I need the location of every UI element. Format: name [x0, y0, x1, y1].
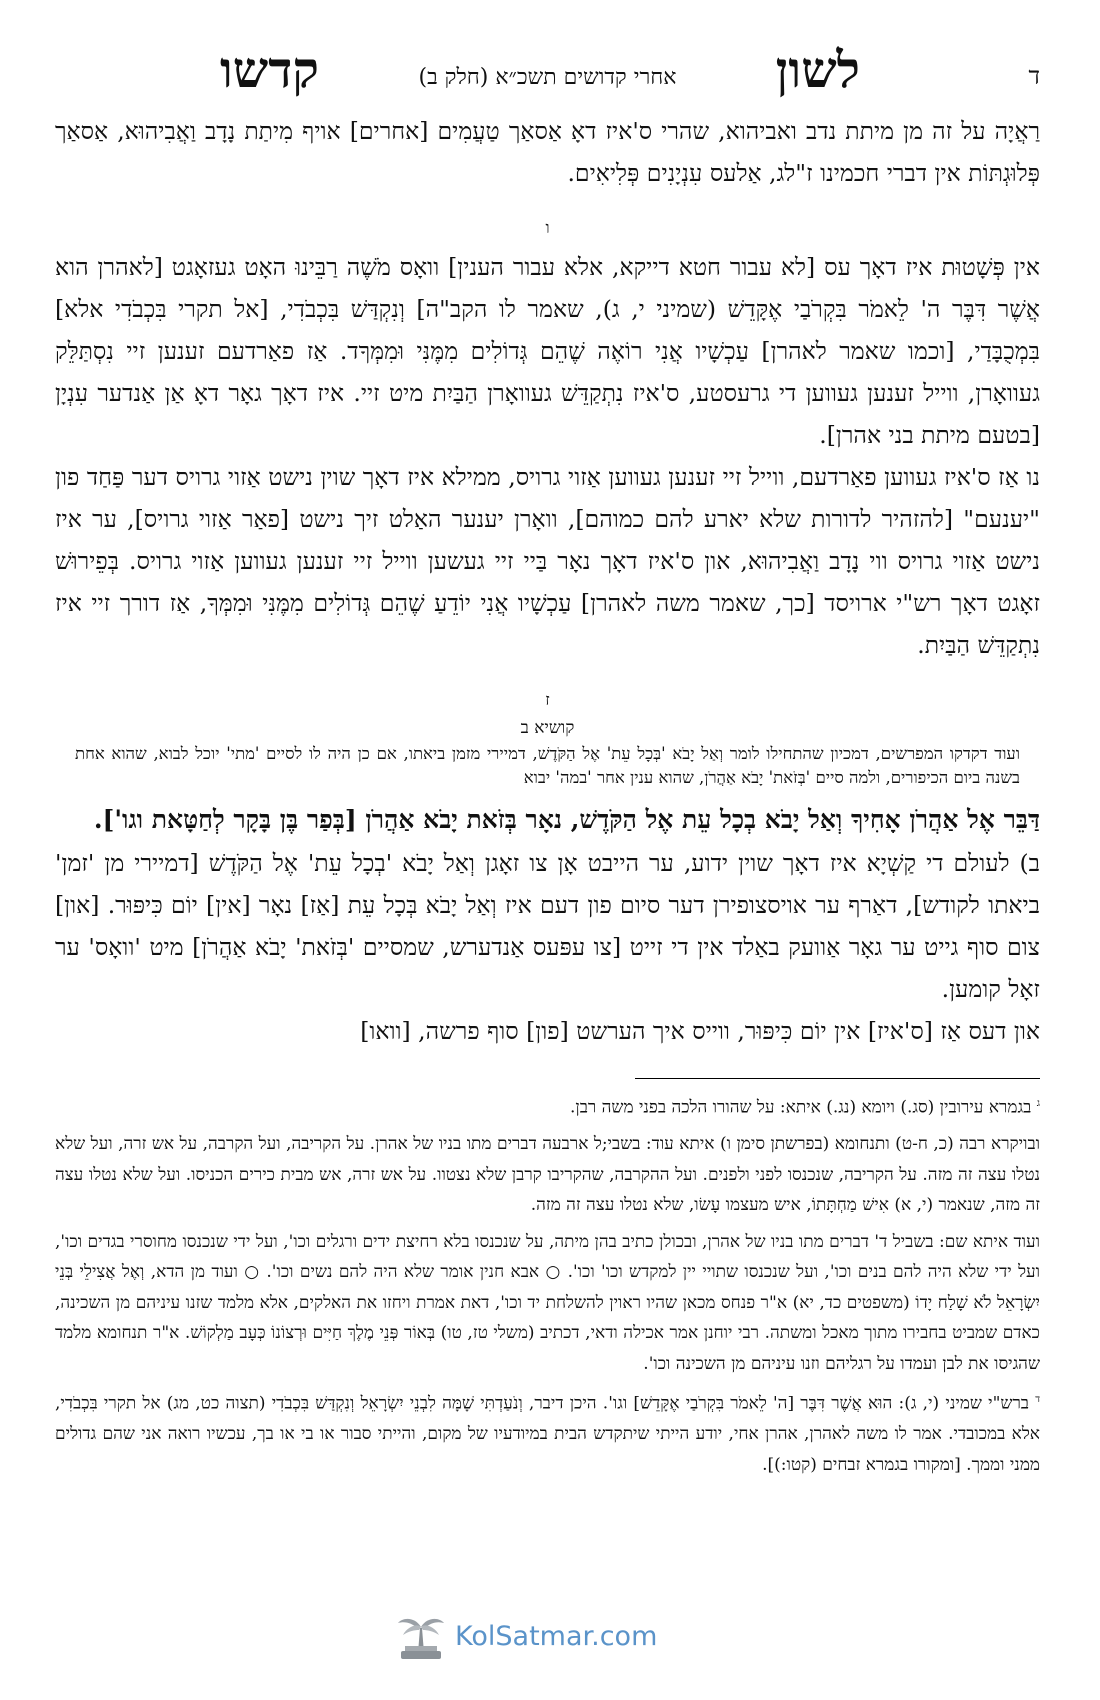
footnote-text: ברש"י שמיני (י, ג): הוּא אֲשֶׁר דִּבֶּר [ה' לֵאמֹר בִּקְרֹבַי אֶקָּדֵשׁ] וגו'. היכן דיבר, וְנֹעַדְתִּי שָׁמָּה לִבְנֵי יִשְׂרָאֵל וְנִקְדַּשׁ בִּכְבֹדִי (תצוה כט, מג) אל תקרי בִּכְבֹדִי, אלא במכובדי. אמר לו משה לאהרן, אהרן אחי, יודע הייתי שיתקדש הבית במיודעיו של מקום, והייתי סבור או בי או בך, עכשיו רואה אני שהם גדולים ממני וממך. [ומקורו בגמרא זבחים (קטו:)].	[55, 1393, 1040, 1475]
question-note: ועוד דקדקו המפרשים, דמכיון שהתחילו לומר וְאַל יָבֹא 'בְּכָל עֵת' אֶל הַקֹּדֶשׁ, דמיירי מזמן ביאתו, אם כן היה לו לסיים 'מתי' יוכל לבוא, שהוא אחת בשנה ביום הכיפורים, ולמה סיים 'בְּזֹאת' יָבֹא אַהֲרֹן, שהוא ענין אחר 'במה' יבוא	[75, 744, 1020, 787]
footnote-text: ובויקרא רבה (כ, ח-ט) ותנחומא (בפרשתן סימן ו) איתא עוד: בשבי;ל ארבעה דברים מתו בניו של אהרן. על הקריבה, ועל הקרבה, על אש זרה, ועל שלא נטלו עצה זה מזה. על הקריבה, שנכנסו לפני ולפנים. ועל ההקרבה, שהקריבו קרבן שלא נצטוו. על אש זרה, אש מבית כירים הכניסו. ועל שלא נטלו עצה זה מזה, שנאמר (י, א) אִישׁ מַחְתָּתוֹ, איש מעצמו עָשׂו, שלא נטלו עצה זה מזה.	[55, 1134, 1040, 1216]
footnote-mark: ד	[1035, 1394, 1040, 1406]
site-name-tld: .com	[591, 1621, 658, 1652]
site-branding	[395, 1613, 665, 1663]
header-subtitle: אחרי קדושים תשכ״א (חלק ב)	[418, 65, 677, 90]
section-number-zayin: ז	[545, 690, 550, 709]
footnote-text: ועוד איתא שם: בשביל ד' דברים מתו בניו של אהרן, ובכולן כתיב בהן מיתה, על שנכנסו בלא רחיצת ידים ורגלים וכו', ועל ידי שנכנסו מחוסרי בגדים וכו', ועל ידי שלא היה להם בנים וכו', ועל שנכנסו שתויי יין למקדש וכו' וכו'. ○ אבא חנין אומר שלא היה להם נשים וכו'. ○ ועוד מן הדא, וְאֶל אֲצִילֵי בְּנֵי יִשְׂרָאֵל לֹא שָׁלַח יָדוֹ (משפטים כד, יא) א"ר פנחס מכאן שהיו ראוין להשלחת יד וכו', דאת אמרת ויחזו את האלקים, אלא מלמד שזנו עיניהם מן השכינה, כאדם שמביט בחבירו מתוך מאכל ומשתה. רבי יוחנן אמר אכילה ודאי, דכתיב (משלי טז, טו) בְּאוֹר פְּנֵי מֶלֶךְ חַיִּים וּרְצוֹנוֹ כְּעָב מַלְקוֹשׁ. א"ר תנחומא מלמד שהגיסו את לבן ועמדו על רגליהם וזנו עיניהם מן השכינה וכו'.	[55, 1231, 1040, 1374]
body-paragraph: ב) לעולם די קַשְׁיָא איז דאָך שוין ידוע, ער הייבט אָן צו זאָגן וְאַל יָבֹא 'בְכָל עֵת' אֶל הַקֹּדֶשׁ [דמיירי מן 'זמן' ביאתו לקודש], דאַרף ער אויסצופירן דער סיום פון דעם איז וְאַל יָבֹא בְּכָל עֵת [אַז] נאָר [אין] יוֹם כִּיפּוּר. [און] צום סוף גייט ער גאָר אַוועק באַלד אין די זייט [צו עפּעס אַנדערש, שמסיים 'בְּזֹאת' יָבֹא אַהֲרֹן] מיט 'וואָס' ער זאָל קומען.	[55, 849, 1040, 1003]
body-paragraph: נו אַז ס'איז געווען פאַרדעם, ווייל זיי זענען געווען אַזוי גרויס, ממילא איז דאָך שוין נישט אַזוי גרויס דער פַּחַד פון "יענעם" [להזהיר לדורות שלא יארע להם כמוהם], וואָרן יענער האַלט זיך נישט [פאַר אַזוי גרויס], ער איז נישט אַזוי גרויס ווי נָדָב וַאֲבִיהוּא, און ס'איז דאָך נאָר בַּיי זיי געשען ווייל זיי זענען געווען אַזוי גרויס. בְּפֵירוּשׁ זאָגט דאָך רש"י ארויסד [כך, שאמר משה לאהרן] עַכְשָׁיו אֲנִי יוֹדֵעַ שֶׁהֵם גְּדוֹלִים מִמֶּנִּי וּמִמְּךָ, אַז דורך זיי איז נִתְקַדֵּשׁ הַבַּיִת.	[55, 463, 1040, 659]
footnote	[55, 1129, 1040, 1221]
site-name	[455, 1621, 657, 1652]
footnote-mark: ג	[1036, 1098, 1040, 1109]
footnote	[55, 1385, 1040, 1480]
palm-tree-logo-icon	[395, 1613, 447, 1663]
body-paragraph: און דעס אַז [ס'איז] אין יוֹם כִּיפּוּר, ווייס איך הערשט [פון] סוף פרשה, [וואו]	[360, 1017, 1040, 1045]
body-paragraph: אין פְּשָׁטוּת איז דאָך עס [לא עבור חטא דייקא, אלא עבור הענין] וואָס מֹשֶׁה רַבֵּינוּ האָט געזאָגט [לאהרן הוא אֲשֶׁר דִּבֶּר ה' לֵאמֹר בִּקְרֹבַי אֶקָּדֵשׁ (שמיני י, ג), שאמר לו הקב"ה] וְנִקְדַּשׁ בִּכְבֹדִי, [אל תקרי בִּכְבֹדִי אלא] בִּמְכֻבָּדַי, [וכמו שאמר לאהרן] עַכְשָׁיו אֲנִי רוֹאֶה שֶׁהֵם גְּדוֹלִים מִמֶּנִּי וּמִמְּךָד. אַז פאַרדעם זענען זיי נִסְתַּלֵּק געוואָרן, ווייל זענען געווען די גרעסטע, ס'איז נִתְקַדֵּשׁ געוואָרן הַבַּיִת מיט זיי. איז דאָך גאָר דאָ אַן אַנדער עִנְיָן [בטעם מיתת בני אהרן].	[55, 253, 1040, 449]
question-heading: קושיא ב	[520, 718, 575, 738]
footnote-text: בגמרא עירובין (סג.) ויומא (נג.) איתא: על שהורו הלכה בפני משה רבן.	[569, 1097, 1032, 1118]
title-word-right: לשון	[775, 40, 860, 99]
footnote-divider	[635, 1078, 1040, 1079]
page-number: ד	[1028, 62, 1040, 90]
title-word-left: קדשו	[220, 40, 319, 99]
verse-quote: דַּבֵּר אֶל אַהֲרֹן אָחִיךָ וְאַל יָבֹא בְכָל עֵת אֶל הַקֹּדֶשׁ, נאָר בְּזֹאת יָבֹא אַהֲרֹן [בְּפַר בֶּן בָּקָר לְחַטָּאת וגו'].	[93, 805, 1040, 834]
page-header	[55, 40, 1040, 110]
section-number-vav: ו	[545, 218, 550, 237]
page	[55, 40, 1040, 1486]
footnote	[55, 1089, 1040, 1123]
intro-paragraph: רַאֲיָה על זה מן מיתת נדב ואביהוא, שהרי ס'איז דאָ אַסאַך טַעֲמִים [אחרים] אויף מִיתַת נָדָב וַאֲבִיהוּא, אַסאַך פְּלוּגְתּוֹת אין דברי חכמינו ז"לג, אַלעס עִנְיָנִים פְּלִיאִים.	[55, 117, 1040, 187]
footnote	[55, 1227, 1040, 1380]
site-name-main: KolSatmar	[455, 1621, 592, 1652]
